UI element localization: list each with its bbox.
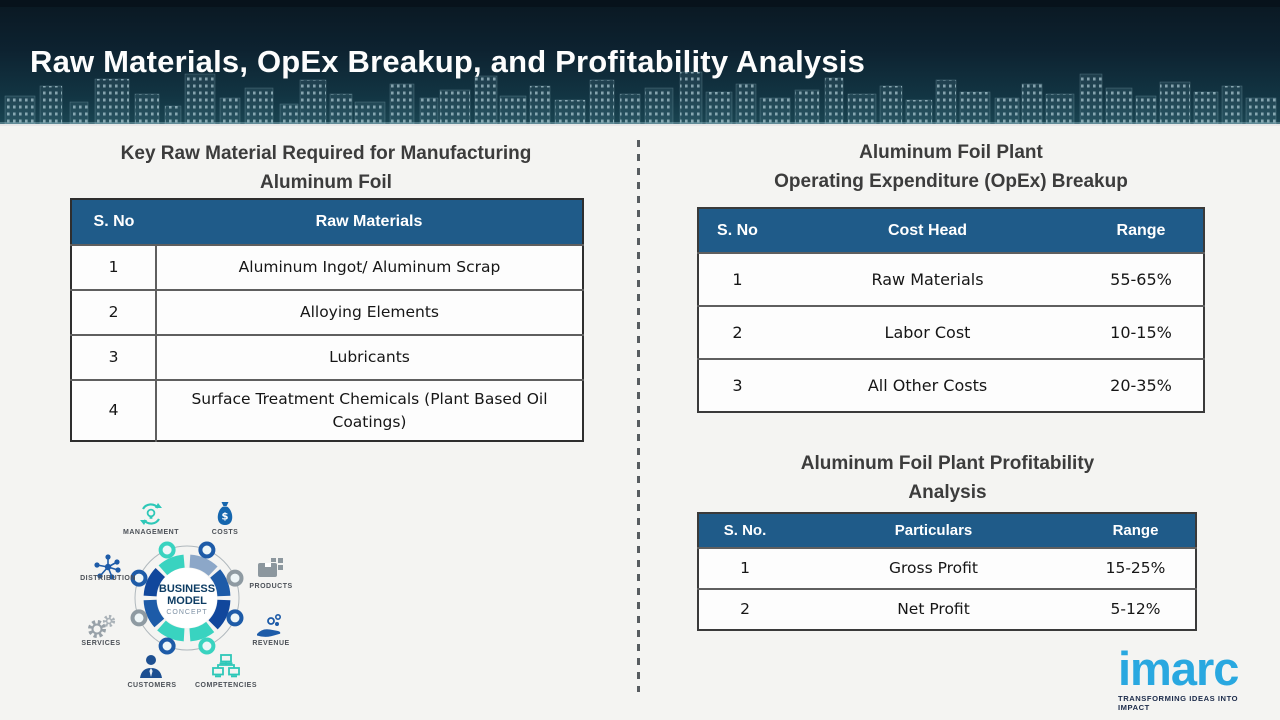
business-model-diagram [65, 495, 310, 710]
bmc-label-customers: CUSTOMERS [127, 682, 177, 689]
column-header: S. No [698, 208, 776, 253]
svg-text:$: $ [221, 511, 229, 523]
bmc-center-line3: CONCEPT [166, 609, 208, 616]
column-header: Cost Head [776, 208, 1079, 253]
header-banner [0, 0, 1280, 126]
table-header-row [698, 513, 1196, 548]
table-row: 2 Labor Cost 10-15% [698, 306, 1204, 359]
banner-top-strip [0, 0, 1280, 7]
table-row: 1 Gross Profit 15-25% [698, 548, 1196, 589]
opex-table [697, 207, 1205, 413]
profitability-title: Aluminum Foil Plant Profitability Analysis [800, 453, 1095, 503]
table-row: 3 Lubricants [71, 335, 583, 380]
table-row: 3 All Other Costs 20-35% [698, 359, 1204, 412]
column-header: Range [1076, 513, 1196, 548]
column-header: Range [1079, 208, 1204, 253]
bmc-label-products: PRODUCTS [249, 583, 293, 590]
bmc-center-line1: BUSINESS [158, 583, 216, 595]
bmc-label-costs: COSTS [211, 529, 239, 536]
bmc-center-line2: MODEL [167, 595, 207, 607]
customers-icon [138, 653, 164, 680]
products-icon [255, 555, 285, 581]
costs-icon [212, 500, 238, 527]
page-title: Raw Materials, OpEx Breakup, and Profitability Analysis [30, 44, 866, 79]
imarc-logo [1118, 642, 1272, 712]
column-header: Raw Materials [156, 199, 583, 245]
table-row: 1 Raw Materials 55-65% [698, 253, 1204, 306]
revenue-icon [255, 613, 285, 641]
bmc-label-revenue: REVENUE [252, 640, 290, 647]
raw-materials-table [70, 198, 584, 442]
opex-title: Aluminum Foil Plant Operating Expenditure (OpEx) Breakup [774, 142, 1128, 192]
vertical-dashed-divider [637, 140, 640, 692]
competencies-icon [211, 653, 241, 680]
raw-materials-title: Key Raw Material Required for Manufacturing Aluminum Foil [120, 143, 532, 193]
bmc-label-distribution: DISTRIBUTION [80, 575, 136, 582]
table-header-row [71, 199, 583, 245]
column-header: S. No. [698, 513, 791, 548]
management-icon [137, 501, 165, 527]
column-header: S. No [71, 199, 156, 245]
profitability-table [697, 512, 1197, 631]
services-icon [85, 613, 117, 641]
table-row: 1 Aluminum Ingot/ Aluminum Scrap [71, 245, 583, 290]
column-header: Particulars [791, 513, 1076, 548]
logo-wordmark: imarc [1118, 642, 1239, 695]
table-row: 2 Alloying Elements [71, 290, 583, 335]
bmc-label-competencies: COMPETENCIES [194, 682, 258, 689]
bmc-label-management: MANAGEMENT [123, 529, 179, 536]
table-header-row [698, 208, 1204, 253]
bmc-label-services: SERVICES [81, 640, 121, 647]
logo-tagline: TRANSFORMING IDEAS INTO IMPACT [1118, 694, 1239, 712]
table-row: 4 Surface Treatment Chemicals (Plant Based Oil Coatings) [71, 380, 583, 441]
table-row: 2 Net Profit 5-12% [698, 589, 1196, 630]
business-model-ring [65, 495, 310, 710]
